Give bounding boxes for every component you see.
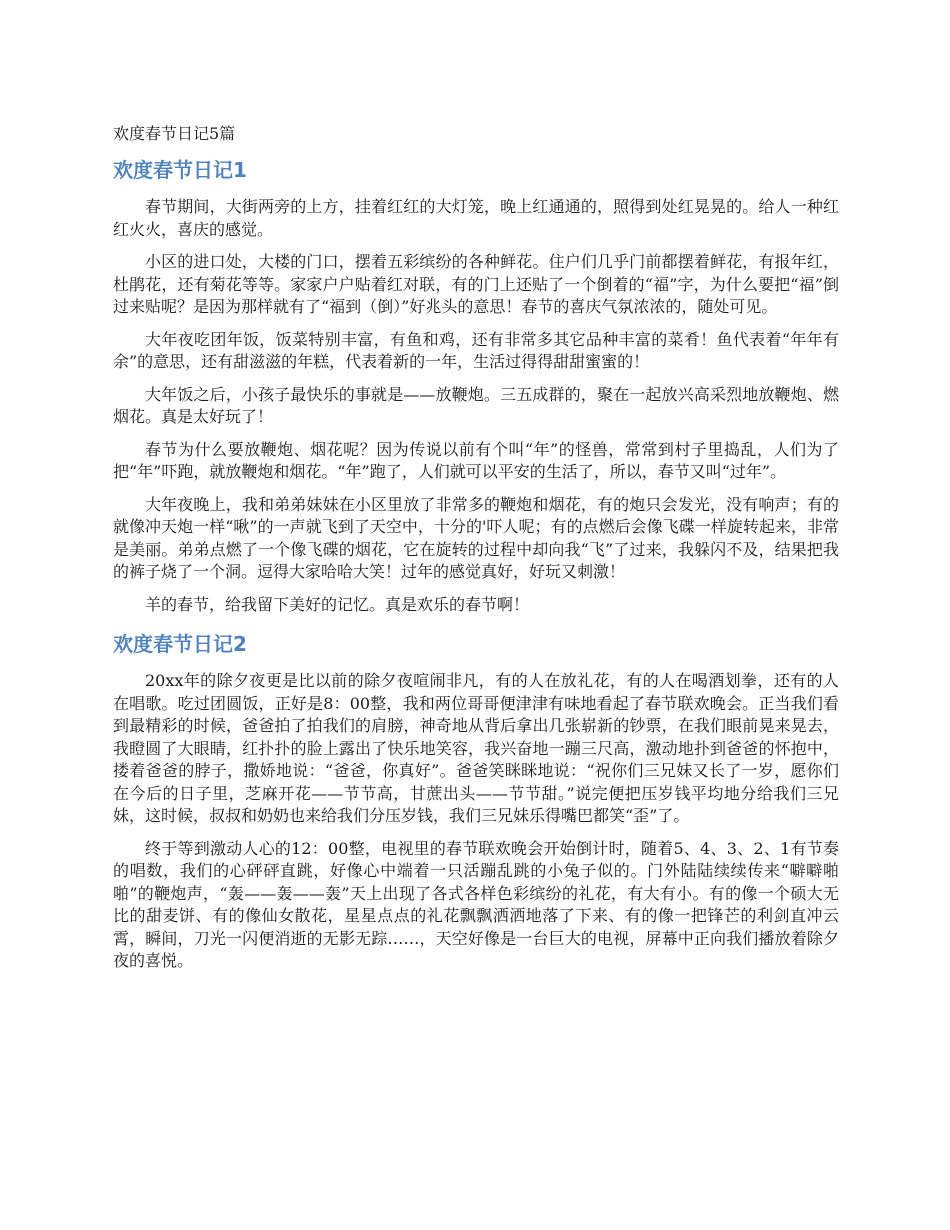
section-heading: 欢度春节日记1	[113, 158, 247, 182]
section-heading: 欢度春节日记2	[113, 632, 247, 656]
paragraph: 春节期间，大街两旁的上方，挂着红红的大灯笼，晚上红通通的，照得到处红晃晃的。给人一种红红火火，喜庆的感觉。	[113, 197, 839, 239]
document-page	[113, 122, 839, 987]
paragraph: 终于等到激动人心的12：00整，电视里的春节联欢晚会开始倒计时，随着5、4、3、2、1有节奏的唱数，我们的心砰砰直跳，好像心中端着一只活蹦乱跳的小兔子似的。门外陆陆续续传来“噼噼啪啪”的鞭炮声，“轰——轰——轰”天上出现了各式各样色彩缤纷的礼花，有大有小。有的像一个硕大无比的甜麦饼、有的像仙女散花，星星点点的礼花飘飘洒洒地落了下来、有的像一把锋芒的利剑直冲云霄，瞬间，刀光一闪便消逝的无影无踪……，天空好像是一台巨大的电视，屏幕中正向我们播放着除夕夜的喜悦。	[113, 838, 839, 970]
paragraph: 大年夜晚上，我和弟弟妹妹在小区里放了非常多的鞭炮和烟花，有的炮只会发光，没有响声；有的就像冲天炮一样“啾”的一声就飞到了天空中，十分的'吓人呢；有的点燃后会像飞碟一样旋转起来，非常是美丽。弟弟点燃了一个像飞碟的烟花，它在旋转的过程中却向我“飞”了过来，我躲闪不及，结果把我的裤子烧了一个洞。逗得大家哈哈大笑！过年的感觉真好，好玩又刺激！	[113, 494, 839, 581]
paragraph: 大年夜吃团年饭，饭菜特别丰富，有鱼和鸡，还有非常多其它品种丰富的菜肴！鱼代表着“年年有余”的意思，还有甜滋滋的年糕，代表着新的一年，生活过得得甜甜蜜蜜的！	[113, 329, 839, 371]
diary-section-1	[113, 156, 839, 616]
diary-section-2	[113, 630, 839, 973]
document-title: 欢度春节日记5篇	[113, 124, 236, 143]
paragraph: 小区的进口处，大楼的门口，摆着五彩缤纷的各种鲜花。住户们几乎门前都摆着鲜花，有报年红，杜鹃花，还有菊花等等。家家户户贴着红对联，有的门上还贴了一个倒着的“福”字，为什么要把“福”倒过来贴呢？是因为那样就有了“福到（倒）”好兆头的意思！春节的喜庆气氛浓浓的，随处可见。	[113, 252, 839, 316]
paragraph: 20xx年的除夕夜更是比以前的除夕夜喧闹非凡，有的人在放礼花，有的人在喝酒划拳，还有的人在唱歌。吃过团圆饭，正好是8：00整，我和两位哥哥便津津有味地看起了春节联欢晚会。正当我们看到最精彩的时候，爸爸拍了拍我们的肩膀，神奇地从背后拿出几张崭新的钞票，在我们眼前晃来晃去，我瞪圆了大眼睛，红扑扑的脸上露出了快乐地笑容，我兴奋地一蹦三尺高，激动地扑到爸爸的怀抱中，搂着爸爸的脖子，撒娇地说：“爸爸，你真好”。爸爸笑眯眯地说：“祝你们三兄妹又长了一岁，愿你们在今后的日子里，芝麻开花——节节高，甘蔗出头——节节甜。”说完便把压岁钱平均地分给我们三兄妹，这时候，叔叔和奶奶也来给我们分压岁钱，我们三兄妹乐得嘴巴都笑“歪”了。	[113, 671, 839, 825]
paragraph: 春节为什么要放鞭炮、烟花呢？因为传说以前有个叫“年”的怪兽，常常到村子里捣乱，人们为了把“年”吓跑，就放鞭炮和烟花。“年”跑了，人们就可以平安的生活了，所以，春节又叫“过年”。	[113, 439, 839, 481]
paragraph: 羊的春节，给我留下美好的记忆。真是欢乐的春节啊！	[145, 594, 530, 614]
paragraph: 大年饭之后，小孩子最快乐的事就是——放鞭炮。三五成群的，聚在一起放兴高采烈地放鞭炮、燃烟花。真是太好玩了！	[113, 384, 839, 426]
